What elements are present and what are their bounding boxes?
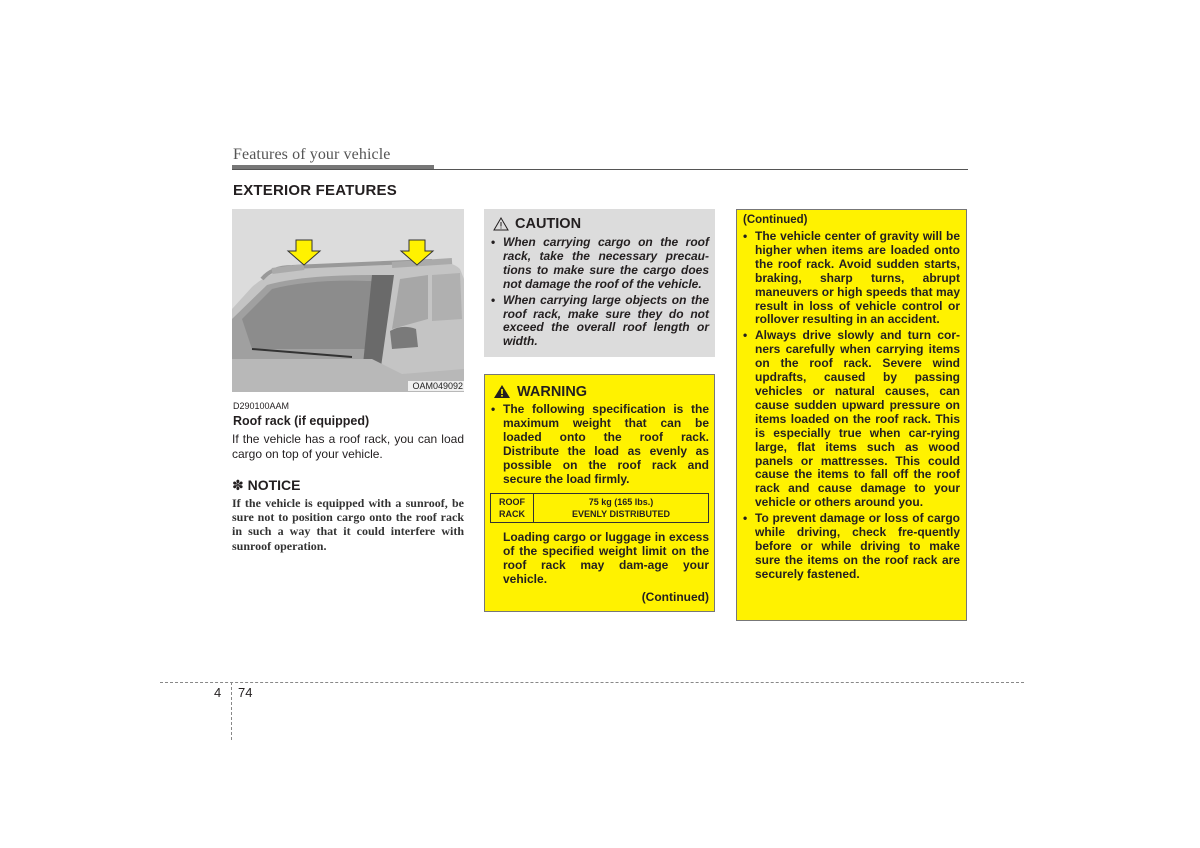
roof-rail-rear: [392, 261, 452, 265]
roof-rack-figure: [232, 209, 464, 392]
continued-label: (Continued): [641, 590, 709, 604]
roof-rack-illustration: [232, 209, 464, 392]
roof-rack-spec-table: [490, 493, 709, 523]
list-item: • Always drive slowly and turn cor-ners carefully when carrying items on the roof rack. Severe wind updrafts, caused by passing vehicles or natural causes, can cause sudden upward pressure on items loaded on the roof rack. This is especially true when car-rying large, flat items such as wood panels or mattresses. This could cause the items to fall off the roof rack and cause damage to your vehicle or others around you.: [743, 328, 960, 510]
doc-code: D290100AAM: [233, 401, 290, 411]
section-title: Features of your vehicle: [233, 146, 391, 163]
page-number: 74: [238, 685, 253, 700]
notice-title: ✽ NOTICE: [232, 477, 301, 493]
list-item: • The vehicle center of gravity will be higher when items are loaded onto the roof rack. Avoid sudden starts, braking, sharp turns, abrupt maneuvers or high speeds that may result in loss of vehicle control or rollover resulting in an accident.: [743, 229, 960, 327]
continued-list: [743, 230, 960, 584]
header-rule: [232, 169, 968, 170]
footer-divider: [231, 682, 232, 740]
list-item: • When carrying cargo on the roof rack, take the necessary precau-tions to make sure the cargo does not damage the roof of the vehicle.: [491, 235, 709, 291]
continued-label: (Continued): [743, 214, 808, 226]
list-item: • The following specification is the maximum weight that can be loaded onto the roof rack. Distribute the load as evenly as possible on the roof rack and secure the load firmly.: [491, 402, 709, 486]
caution-title: CAUTION: [515, 216, 582, 232]
warning-icon: [493, 384, 511, 404]
warning-title: WARNING: [517, 384, 588, 400]
caution-icon: [493, 217, 509, 236]
roof-rack-title: Roof rack (if equipped): [233, 414, 370, 428]
figure-code: OAM049092: [232, 381, 464, 391]
list-item: • When carrying large objects on the roof rack, make sure they do not exceed the overall roof length or width.: [491, 292, 709, 349]
notice-body: If the vehicle is equipped with a sunroof, be sure not to position cargo onto the roof rack in such a way that it could interfere with sunroof operation.: [232, 496, 464, 553]
roof-rack-body: If the vehicle has a roof rack, you can load cargo on top of your vehicle.: [232, 432, 464, 461]
warning-extra: Loading cargo or luggage in excess of the specified weight limit on the roof rack may dam-age your vehicle.: [503, 530, 709, 586]
chapter-heading: EXTERIOR FEATURES: [233, 182, 397, 199]
caution-list: [491, 236, 709, 351]
footer-rule: [160, 682, 1024, 683]
list-item: • To prevent damage or loss of cargo while driving, check fre-quently before or while driving to make sure the items on the roof rack are securely fastened.: [743, 511, 960, 581]
chapter-number: 4: [214, 685, 222, 700]
spec-label: ROOF RACK: [491, 494, 534, 522]
roof-rail-front: [272, 267, 304, 271]
warning-list: [491, 403, 709, 486]
spec-value: 75 kg (165 lbs.) EVENLY DISTRIBUTED: [571, 497, 671, 519]
